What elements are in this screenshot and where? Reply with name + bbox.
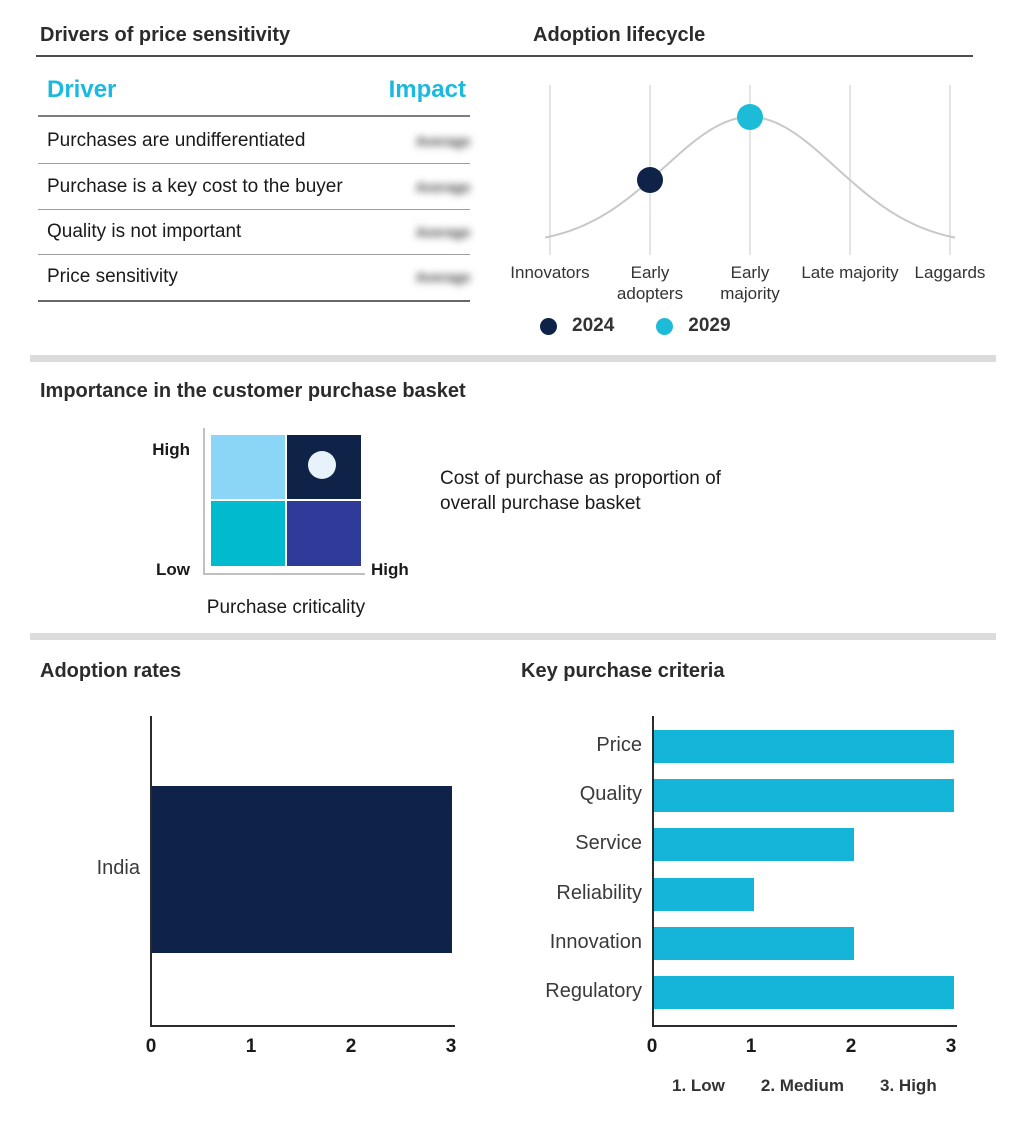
lifecycle-legend bbox=[540, 315, 731, 337]
column-header-driver: Driver bbox=[47, 76, 117, 103]
purchase-basket-matrix bbox=[211, 435, 361, 566]
category-label-price: Price bbox=[596, 734, 642, 756]
x-tick: 1 bbox=[245, 1036, 257, 1057]
quadrant-top-right bbox=[287, 435, 361, 499]
basket-title: Importance in the customer purchase basket bbox=[40, 380, 466, 402]
scale-high: 3. High bbox=[880, 1076, 937, 1095]
drivers-table bbox=[36, 70, 470, 305]
lifecycle-point-2029 bbox=[737, 104, 763, 130]
bar-regulatory bbox=[654, 976, 954, 1009]
lifecycle-title: Adoption lifecycle bbox=[533, 24, 706, 46]
legend-dot-2024 bbox=[540, 318, 557, 335]
annotation-line-2: overall purchase basket bbox=[440, 493, 641, 514]
x-tick: 0 bbox=[145, 1036, 157, 1057]
driver-cell: Quality is not important bbox=[47, 221, 242, 242]
impact-cell-blurred: Average bbox=[415, 133, 471, 149]
lifecycle-plot bbox=[500, 80, 1000, 260]
x-tick: 2 bbox=[345, 1036, 357, 1057]
legend-label: 2024 bbox=[572, 315, 615, 336]
x-axis-high-label: High bbox=[371, 560, 409, 579]
bar-service bbox=[654, 828, 854, 861]
adoption-rates-title: Adoption rates bbox=[40, 660, 182, 682]
annotation-line-1: Cost of purchase as proportion of bbox=[440, 468, 721, 489]
matrix-x-axis bbox=[203, 573, 365, 575]
bar-price bbox=[654, 730, 954, 763]
row-separator bbox=[38, 209, 470, 210]
category-label-reliability: Reliability bbox=[556, 882, 642, 904]
x-tick: 3 bbox=[445, 1036, 457, 1057]
x-tick: 2 bbox=[845, 1036, 857, 1057]
stage-label-late-majority: Late majority bbox=[801, 263, 899, 282]
column-header-impact: Impact bbox=[388, 76, 466, 103]
stage-label-innovators: Innovators bbox=[510, 263, 590, 282]
quadrant-bottom-left bbox=[211, 501, 285, 566]
criteria-scale-note bbox=[672, 1076, 937, 1096]
category-label-quality: Quality bbox=[579, 783, 642, 805]
drivers-title: Drivers of price sensitivity bbox=[40, 24, 291, 46]
title-rule bbox=[36, 55, 973, 57]
legend-label: 2029 bbox=[688, 315, 731, 336]
impact-cell-blurred: Average bbox=[415, 224, 471, 240]
quadrant-top-left bbox=[211, 435, 285, 499]
x-tick: 1 bbox=[745, 1036, 757, 1057]
adoption-x-axis bbox=[150, 1025, 455, 1027]
matrix-x-axis-title: Purchase criticality bbox=[206, 597, 366, 618]
bar-quality bbox=[654, 779, 954, 812]
driver-cell: Purchases are undifferentiated bbox=[47, 130, 306, 151]
header-rule bbox=[38, 115, 470, 117]
bar-reliability bbox=[654, 878, 754, 911]
section-divider bbox=[30, 355, 996, 362]
matrix-y-axis bbox=[203, 428, 205, 574]
row-separator bbox=[38, 254, 470, 255]
category-label-india: India bbox=[96, 857, 140, 879]
row-separator bbox=[38, 163, 470, 164]
stage-label-early-majority: Early majority bbox=[720, 263, 780, 303]
criteria-x-axis bbox=[652, 1025, 957, 1027]
driver-cell: Purchase is a key cost to the buyer bbox=[47, 176, 343, 197]
scale-medium: 2. Medium bbox=[760, 1076, 845, 1095]
driver-cell: Price sensitivity bbox=[47, 266, 178, 287]
stage-label-laggards: Laggards bbox=[914, 263, 986, 282]
criteria-title: Key purchase criteria bbox=[521, 660, 725, 682]
y-axis-high-label: High bbox=[152, 440, 190, 459]
basket-annotation bbox=[440, 466, 721, 516]
x-tick: 3 bbox=[945, 1036, 957, 1057]
scale-low: 1. Low bbox=[672, 1076, 725, 1095]
quadrant-bottom-right bbox=[287, 501, 361, 566]
legend-item-2029 bbox=[656, 315, 730, 337]
y-axis-low-label: Low bbox=[156, 560, 190, 579]
lifecycle-point-2024 bbox=[637, 167, 663, 193]
bar-innovation bbox=[654, 927, 854, 960]
bar-india bbox=[152, 786, 452, 953]
category-label-service: Service bbox=[575, 832, 642, 854]
table-bottom-rule bbox=[38, 300, 470, 302]
stage-label-early-adopters: Early adopters bbox=[616, 263, 684, 303]
position-marker-dot bbox=[308, 451, 336, 479]
impact-cell-blurred: Average bbox=[415, 269, 471, 285]
category-label-regulatory: Regulatory bbox=[545, 980, 642, 1002]
impact-cell-blurred: Average bbox=[415, 179, 471, 195]
x-tick: 0 bbox=[646, 1036, 658, 1057]
legend-dot-2029 bbox=[656, 318, 673, 335]
section-divider bbox=[30, 633, 996, 640]
category-label-innovation: Innovation bbox=[549, 931, 642, 953]
legend-item-2024 bbox=[540, 315, 614, 337]
